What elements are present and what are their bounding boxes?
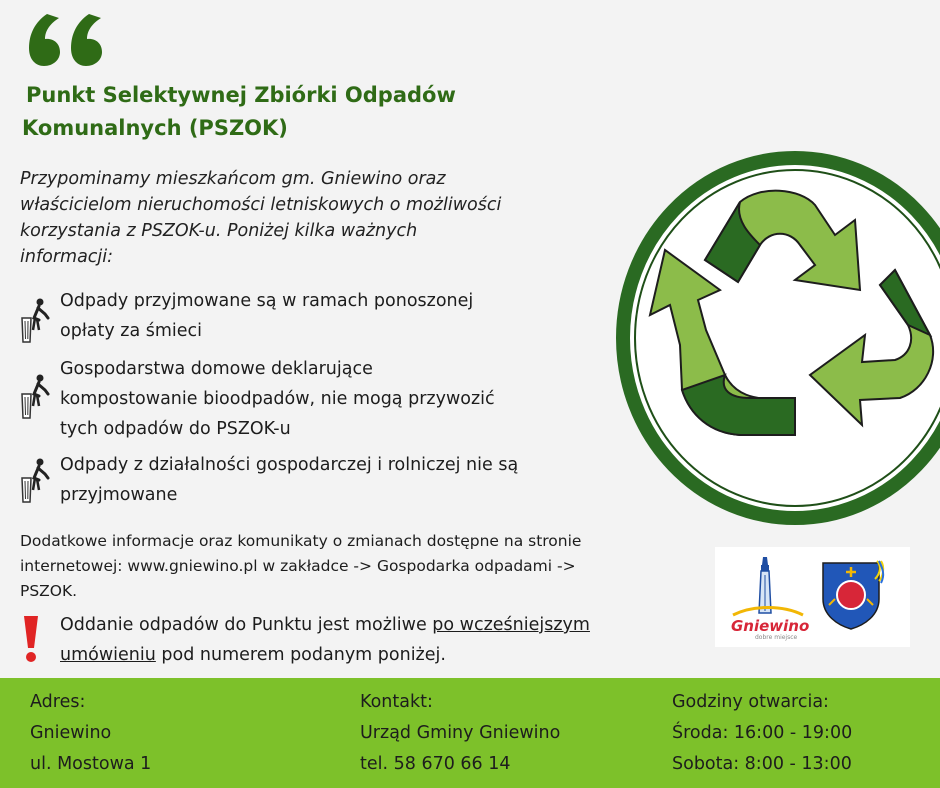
exclamation-icon	[20, 614, 42, 664]
page-title	[22, 79, 622, 145]
trash-bin-icon	[20, 296, 54, 344]
footer-hours-line: Sobota: 8:00 - 13:00	[672, 754, 852, 774]
footer-contact-label: Kontakt:	[360, 692, 433, 712]
notice-underlined: po wcześniejszym	[432, 615, 590, 635]
trash-bin-icon	[20, 372, 54, 420]
list-item-line: opłaty za śmieci	[60, 321, 203, 341]
trash-bin-icon	[20, 456, 54, 504]
footer-contact	[360, 687, 560, 780]
list-item-line: Odpady z działalności gospodarczej i rolniczej nie są	[60, 455, 519, 475]
footer-hours	[672, 687, 852, 780]
gniewino-logo-text: Gniewino	[731, 617, 810, 635]
list-item-line: Gospodarstwa domowe deklarujące	[60, 359, 373, 379]
coat-of-arms-icon	[819, 557, 889, 632]
title-line-2: Komunalnych (PSZOK)	[22, 116, 288, 140]
list-item-line: przyjmowane	[60, 485, 178, 505]
notice-text: Oddanie odpadów do Punktu jest możliwe	[60, 615, 433, 635]
footer-address	[30, 687, 151, 780]
additional-info-line: internetowej: www.gniewino.pl w zakładce -> Gospodarka odpadami ->	[20, 557, 576, 575]
footer-contact-line: Urząd Gminy Gniewino	[360, 723, 561, 743]
list-item-line: tych odpadów do PSZOK-u	[60, 419, 291, 439]
intro-text	[20, 166, 580, 270]
additional-info-line: PSZOK.	[20, 582, 78, 600]
footer-hours-line: Środa: 16:00 - 19:00	[672, 723, 853, 743]
footer-bar	[0, 678, 940, 788]
additional-info	[20, 529, 680, 604]
footer-address-line: Gniewino	[30, 723, 112, 743]
footer-phone: tel. 58 670 66 14	[360, 754, 511, 774]
intro-line: właścicielom nieruchomości letniskowych o możliwości	[20, 195, 502, 215]
footer-address-line: ul. Mostowa 1	[30, 754, 152, 774]
list-item-line: kompostowanie bioodpadów, nie mogą przywozić	[60, 389, 495, 409]
quote-icon	[27, 12, 103, 68]
list-item-line: Odpady przyjmowane są w ramach ponoszonej	[60, 291, 474, 311]
additional-info-line: Dodatkowe informacje oraz komunikaty o zmianach dostępne na stronie	[20, 532, 582, 550]
intro-line: Przypominamy mieszkańcom gm. Gniewino oraz	[20, 169, 446, 189]
title-line-1: Punkt Selektywnej Zbiórki Odpadów	[26, 83, 456, 107]
gniewino-logo	[723, 553, 813, 643]
logos-panel	[715, 547, 910, 647]
intro-line: informacji:	[20, 247, 114, 267]
intro-line: korzystania z PSZOK-u. Poniżej kilka ważnych	[20, 221, 418, 241]
footer-address-label: Adres:	[30, 692, 86, 712]
notice-text: pod numerem podanym poniżej.	[155, 645, 446, 665]
appointment-notice	[60, 610, 680, 670]
notice-underlined: umówieniu	[60, 645, 156, 665]
gniewino-logo-tagline: dobre miejsce	[755, 634, 798, 641]
footer-hours-label: Godziny otwarcia:	[672, 692, 829, 712]
recycle-icon	[610, 150, 940, 530]
